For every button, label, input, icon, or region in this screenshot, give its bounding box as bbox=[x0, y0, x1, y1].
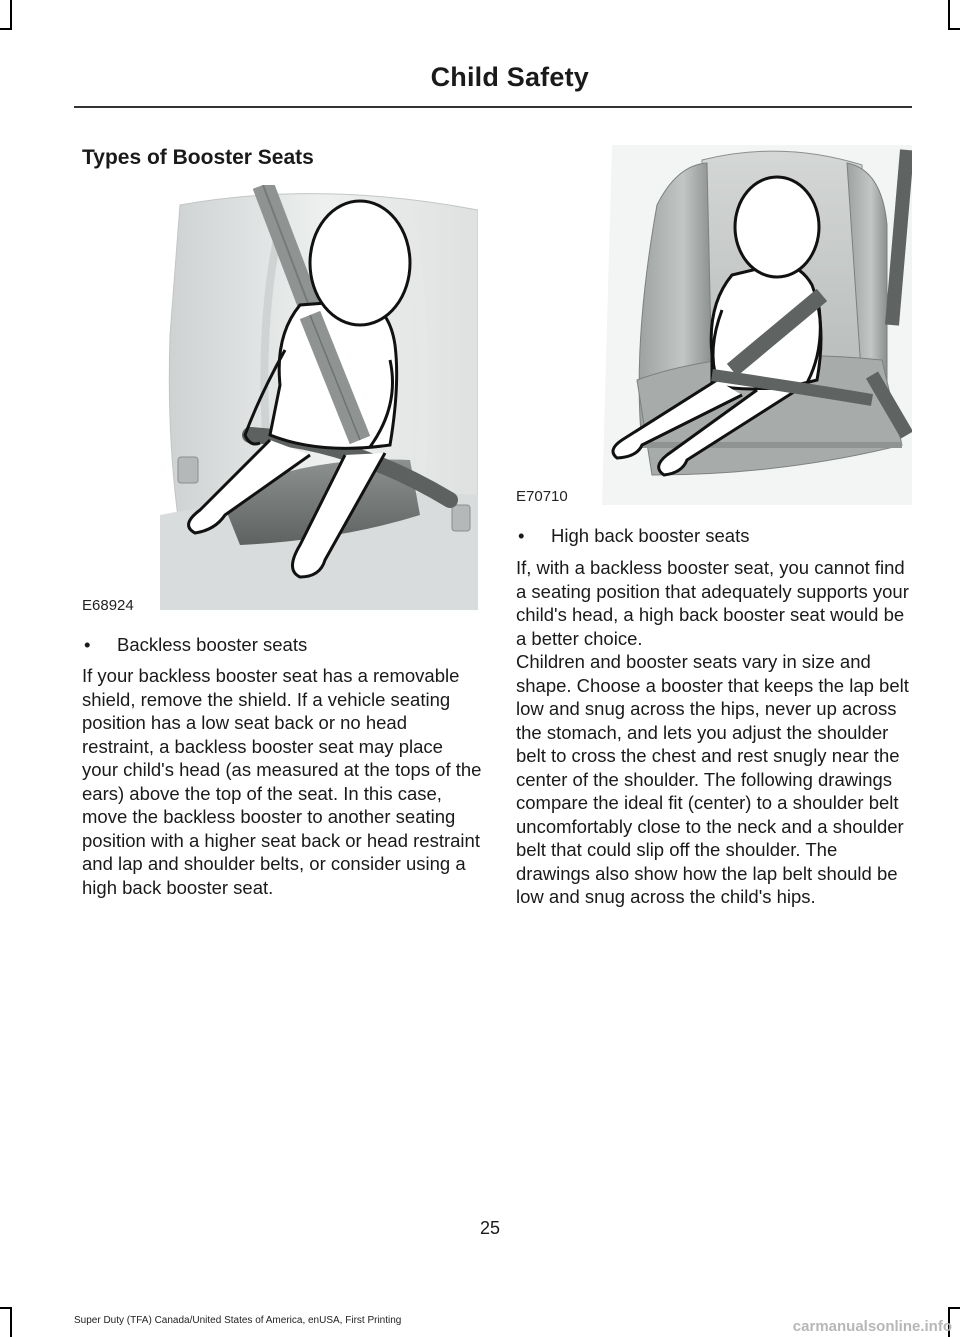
paragraph: If, with a backless booster seat, you cannot find a seating position that adequately supports your child's head, a high back booster seat would be a better choice. bbox=[516, 557, 909, 649]
crop-mark bbox=[948, 1307, 960, 1309]
high-back-booster-seat-illustration bbox=[582, 145, 912, 505]
watermark: carmanualsonline.info bbox=[792, 1318, 952, 1335]
footer-text: Super Duty (TFA) Canada/United States of America, enUSA, First Printing bbox=[74, 1315, 402, 1326]
bullet-marker: • bbox=[518, 525, 525, 546]
crop-mark bbox=[10, 0, 12, 30]
crop-mark bbox=[948, 28, 960, 30]
crop-mark bbox=[0, 1307, 12, 1309]
crop-mark bbox=[0, 28, 12, 30]
high-back-booster-figure bbox=[582, 145, 912, 505]
crop-mark bbox=[948, 0, 950, 30]
bullet-text: Backless booster seats bbox=[117, 634, 308, 655]
figure-code: E68924 bbox=[82, 597, 134, 614]
paragraph: If your backless booster seat has a removable shield, remove the shield. If a vehicle seating position has a low seat back or no head restraint, a backless booster seat may place your child's head (as measured at the tops of the ears) above the top of the seat. In this case, move the backless booster to another seating position with a higher seat back or head restraint and lap and shoulder belts, or consider using a high back booster seat. bbox=[82, 665, 482, 898]
page-number: 25 bbox=[479, 1218, 501, 1238]
header-divider bbox=[74, 106, 912, 108]
crop-mark bbox=[10, 1307, 12, 1337]
bullet-marker: • bbox=[84, 634, 91, 655]
backless-booster-seat-illustration bbox=[160, 185, 478, 610]
figure-code: E70710 bbox=[516, 488, 568, 505]
paragraph: Children and booster seats vary in size and shape. Choose a booster that keeps the lap belt low and snug across the hips, never up across the stomach, and lets you adjust the shoulder belt to cross the chest and rest snugly near the center of the shoulder. The following drawings compare the ideal fit (center) to a shoulder belt uncomfortably close to the neck and a shoulder belt that could slip off the shoulder. The drawings also show how the lap belt should be low and snug across the child's hips. bbox=[516, 651, 909, 907]
section-title: Types of Booster Seats bbox=[82, 146, 314, 169]
backless-booster-figure bbox=[160, 185, 478, 610]
bullet-text: High back booster seats bbox=[551, 525, 750, 546]
page-header-title: Child Safety bbox=[430, 62, 589, 92]
